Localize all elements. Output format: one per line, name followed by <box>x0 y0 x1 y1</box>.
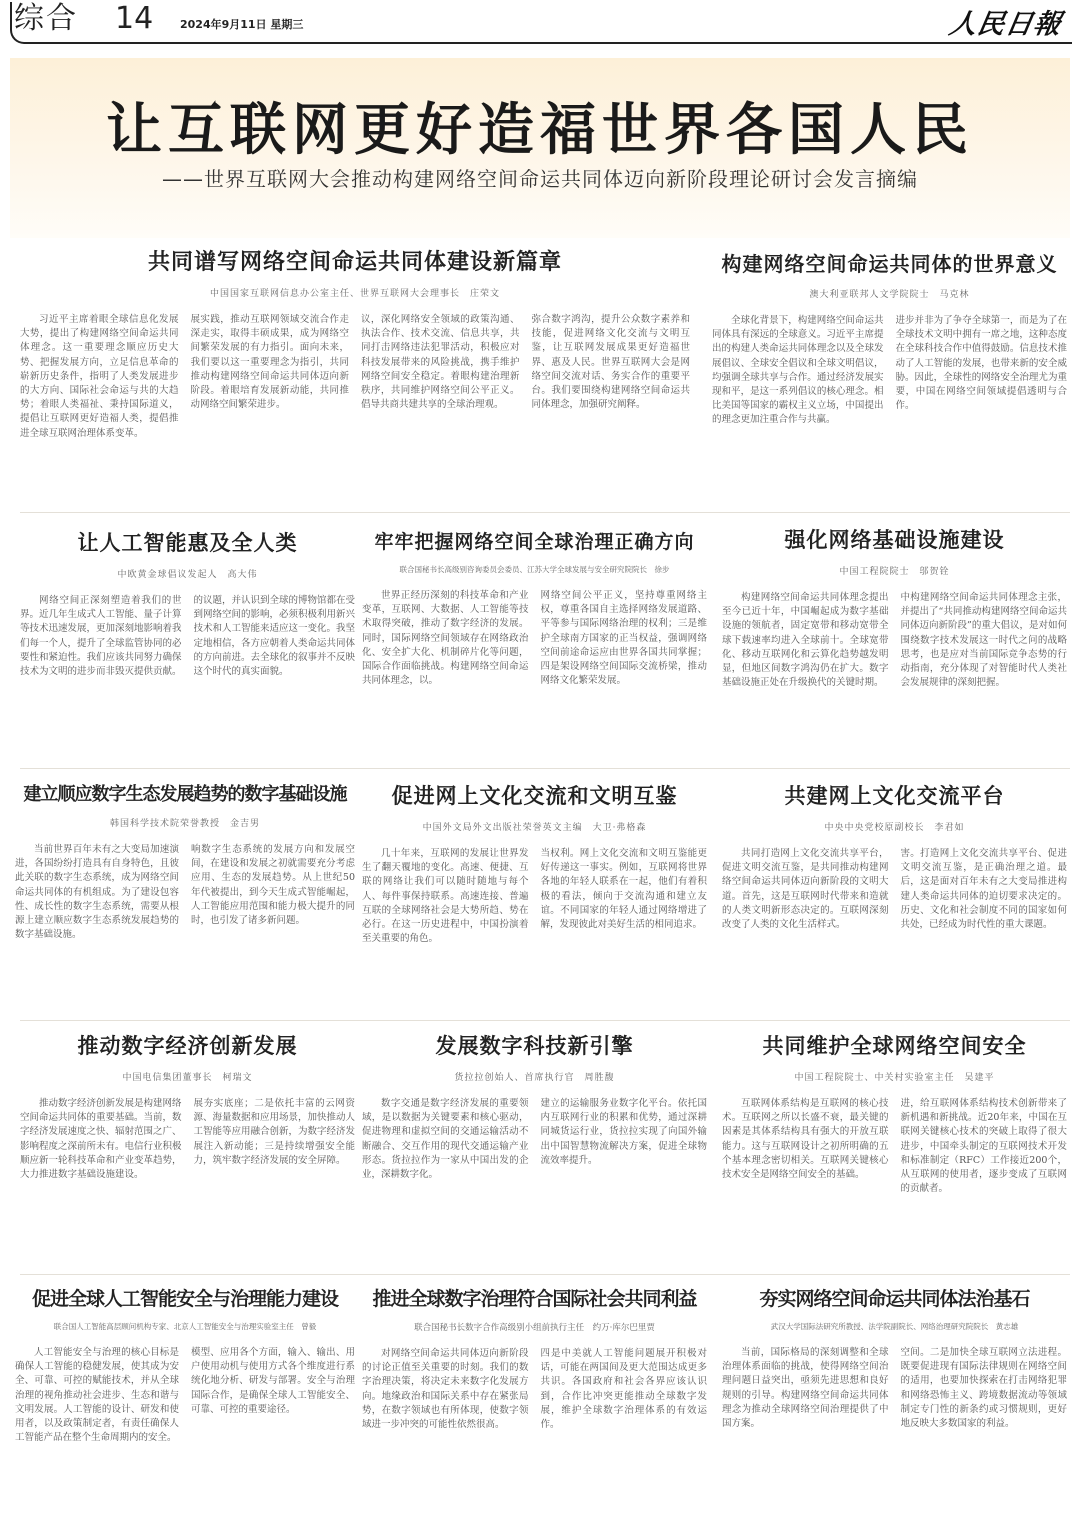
article-byline: 澳大利亚联邦人文学院院士 马克林 <box>809 290 970 300</box>
article-title: 夯实网络空间命运共同体法治基石 <box>759 1288 1030 1310</box>
article-title: 构建网络空间命运共同体的世界意义 <box>721 252 1058 276</box>
article-column: 建立的运输服务业数字化平台。依托国内互联网行业的积累和优势，通过深耕同城货运行业，货拉拉实现了向国外输出中国智慧物流解决方案，促进全球物流效率提升。 <box>540 1098 707 1166</box>
section-frame <box>10 2 1072 44</box>
article-byline: 中央中央党校原副校长 李君如 <box>824 823 965 833</box>
divider <box>20 1020 1070 1021</box>
article-body <box>722 591 1067 776</box>
article-column: 空间。二是加快全球互联网立法进程。既要促进现有国际法律规则在网络空间的适用，也要加快探索在打击网络犯罪和网络恐怖主义、跨境数据流动等领域制定专门性的新条约或习惯规则，更好地反映大多数国家的利益。 <box>900 1347 1067 1430</box>
divider <box>20 512 1070 513</box>
article-title: 推进全球数字治理符合国际社会共同利益 <box>372 1288 697 1310</box>
article-column: 数字交通是数字经济发展的重要领域，是以数据为关键要素和核心驱动，促进物理和虚拟空间的交通运输活动不断融合、交互作用的现代交通运输产业形态。货拉拉作为一家从中国出发的企业，深耕数字化。 <box>362 1098 529 1181</box>
article-body <box>15 843 355 1028</box>
article-column: 世界正经历深刻的科技革命和产业变革，互联网、大数据、人工智能等技术取得突破，推动了数字经济的发展。同时，国际网络空间领域存在网络政治化、安全扩大化、机制碎片化等问题，国际合作面临挑战。构建网络空间命运共同体理念，以。 <box>362 590 529 687</box>
article-column: 四是中美就人工智能问题展开积极对话，可能在两国间及更大范围达成更多共识。各国政府和社会各界应该认识到，合作比冲突更能推动全球数字发展，维护全球数字治理体系的有效运作。 <box>540 1348 707 1431</box>
article-body <box>20 1097 355 1282</box>
article-column: 全球化背景下，构建网络空间命运共同体具有深远的全球意义。习近平主席提出的构建人类命运共同体理念以及全球发展倡议、全球安全倡议和全球文明倡议，均强调全球共享与合作。通过经济发展实现和平，是这一系列倡议的核心理念。相比美国等国家的霸权主义立场，中国提出的理念更加注重合作与共赢。 <box>712 315 884 426</box>
article-title: 强化网络基础设施建设 <box>784 527 1005 552</box>
article-title: 发展数字科技新引擎 <box>435 1033 634 1058</box>
masthead <box>0 0 1080 46</box>
issue-date: 2024年9月11日 星期三 <box>180 18 304 31</box>
article-column: 推动数字经济创新发展是构建网络空间命运共同体的重要基础。当前，数字经济发展速度之快、辐射范围之广、影响程度之深前所未有。电信行业积极顺应新一轮科技革命和产业变革趋势，大力推进数字基础设施建设。 <box>20 1098 182 1181</box>
article-title: 促进网上文化交流和文明互鉴 <box>391 783 678 808</box>
article-body <box>362 847 707 1032</box>
article-title: 促进全球人工智能安全与治理能力建设 <box>31 1288 338 1310</box>
page-number: 14 <box>115 1 154 36</box>
newspaper-logo: 人民日報 <box>946 9 1065 40</box>
article-column: 构建网络空间命运共同体理念提出至今已近十年，中国崛起成为数字基础设施的领航者，固定宽带和移动宽带全球下载速率均进入全球前十。全球宽带化、移动互联网化和云算化趋势越发明显，但地区间数字鸿沟仍在扩大。数字基础设施正处在升级换代的关键时期。 <box>722 592 889 689</box>
article-column: 展实践，推动互联网领域交流合作走深走实，取得丰硕成果，成为网络空间繁荣发展的有力指引。面向未来，我们要以这一重要理念为指引，共同推动构建网络空间命运共同体迈向新阶段。着眼培育发展新动能，共同推动网络空间繁荣进步。 <box>190 314 349 411</box>
article-body <box>712 314 1067 499</box>
article-title: 共同维护全球网络空间安全 <box>762 1033 1027 1058</box>
headline-banner <box>10 58 1070 238</box>
article-body <box>362 1347 707 1527</box>
article-column: 进，给互联网体系结构技术创新带来了新机遇和新挑战。近20年来，中国在互联网关键核心技术的突破上取得了很大进步，中国牵头制定的互联网技术开发和标准制定（RFC）工作接近200个，从互联网的使用者，逐步变成了互联网的贡献者。 <box>900 1098 1067 1195</box>
article-3 <box>20 527 355 767</box>
article-body <box>722 1097 1067 1282</box>
article-2 <box>712 248 1067 503</box>
article-column: 人工智能安全与治理的核心目标是确保人工智能的稳健发展，使其成为安全、可靠、可控的赋能技术，并从全球治理的视角推动社会进步、生态和谐与文明发展。人工智能的设计、研发和使用者，以及政策制定者，有责任确保人工智能产品在整个生命周期内的安全。 <box>15 1347 179 1444</box>
article-14 <box>722 1284 1067 1524</box>
article-title: 建立顺应数字生态发展趋势的数字基础设施 <box>23 784 347 805</box>
article-column: 当前，国际格局的深刻调整和全球治理体系面临的挑战，使得网络空间治理问题日益突出，亟须先进思想和良好规则的引导。构建网络空间命运共同体理念为推动全球网络空间治理提供了中国方案。 <box>722 1347 889 1430</box>
article-body <box>362 589 707 774</box>
page-subheadline: ——世界互联网大会推动构建网络空间命运共同体迈向新阶段理论研讨会发言摘编 <box>162 167 918 191</box>
article-6 <box>15 780 355 1020</box>
article-column: 网络空间公平正义，坚持尊重网络主权，尊重各国自主选择网络发展道路、平等参与国际网络治理的权利；三是维护全球南方国家的正当权益，强调网络空间前途命运应由世界各国共同掌握；四是架设网络空间国际交流桥梁，推动网络文化繁荣发展。 <box>540 590 707 687</box>
article-byline: 中国工程院院士 邬贺铨 <box>839 567 950 577</box>
article-byline: 联合国秘书长数字合作高级别小组前执行主任 约万·库尔巴里贾 <box>414 1323 655 1333</box>
divider <box>20 1274 1070 1275</box>
article-column: 弥合数字鸿沟，提升公众数字素养和技能，促进网络文化交流与文明互鉴，让互联网发展成果更好造福世界、惠及人民。世界互联网大会是网络空间交流对话、务实合作的重要平台。我们要围绕构建网络空间命运共同体理念，加强研究阐释。 <box>531 314 690 411</box>
article-11 <box>722 1030 1067 1270</box>
article-5 <box>722 524 1067 764</box>
article-1 <box>20 245 690 500</box>
article-byline: 中国外文局外文出版社荣誉英文主编 大卫·弗格森 <box>422 823 647 833</box>
article-10 <box>362 1030 707 1270</box>
article-column: 模型、应用各个方面，输入、输出、用户使用动机与使用方式各个维度进行系统化地分析、研发与部署。安全与治理国际合作，是确保全球人工智能安全、可靠、可控的重要途径。 <box>191 1347 355 1415</box>
article-title: 共建网上文化交流平台 <box>784 783 1005 808</box>
article-title: 推动数字经济创新发展 <box>77 1033 298 1058</box>
article-byline: 中国国家互联网信息办公室主任、世界互联网大会理事长 庄荣文 <box>209 289 500 299</box>
article-body <box>15 1346 355 1527</box>
article-column: 议，深化网络安全领域的政策沟通、执法合作、技术交流、信息共享，共同打击网络违法犯罪活动，积极应对科技发展带来的风险挑战，携手维护网络空间安全稳定。着眼构建治理新秩序，共同维护网络空间公平正义。倡导共商共建共享的全球治理观。 <box>361 314 520 411</box>
article-body <box>722 1346 1067 1527</box>
article-title: 让人工智能惠及全人类 <box>77 530 298 555</box>
article-column: 响数字生态系统的发展方向和发展空间，在建设和发展之初就需要充分考虑应用、生态的发展趋势。从上世纪50年代被提出，到今天生成式智能崛起，人工智能应用范围和能力极大提升的同时，也引发了诸多新问题。 <box>191 844 355 927</box>
article-byline: 货拉拉创始人、首席执行官 周胜馥 <box>454 1073 615 1083</box>
article-byline: 中欧黄金球倡议发起人 高大伟 <box>117 570 258 580</box>
article-byline: 中国电信集团董事长 柯瑞文 <box>122 1073 253 1083</box>
article-column: 互联网体系结构是互联网的核心技术。互联网之所以长盛不衰，最关键的因素是其体系结构具有强大的开放互联能力。这与互联网设计之初所明确的五个基本理念密切相关。互联网关键核心技术安全是网络空间安全的基础。 <box>722 1098 889 1181</box>
article-column: 中构建网络空间命运共同体理念主张，并提出了“共同推动构建网络空间命运共同体迈向新阶段”的重大倡议，是对如何围绕数字技术发展这一时代之问的战略思考，也是应对当前国际竞争态势的行动指南，充分体现了对智能时代人类社会发展规律的深刻把握。 <box>900 592 1067 689</box>
article-body <box>362 1097 707 1282</box>
article-12 <box>15 1284 355 1524</box>
article-13 <box>362 1284 707 1524</box>
article-column: 几十年来，互联网的发展让世界发生了翻天覆地的变化。高速、便捷、互联的网络让我们可以随时随地与每个人、每件事保持联系。高速连接、普遍互联的全球网络社会是大势所趋、势在必行。在这一历史进程中，中国扮演着至关重要的角色。 <box>362 848 529 945</box>
article-title: 共同谱写网络空间命运共同体建设新篇章 <box>147 249 562 275</box>
article-body <box>722 847 1067 1032</box>
section-name: 综合 <box>14 1 78 36</box>
article-9 <box>20 1030 355 1270</box>
page-headline: 让互联网更好造福世界各国人民 <box>106 98 974 163</box>
article-byline: 联合国人工智能高层顾问机构专家、北京人工智能安全与治理实验室主任 曾毅 <box>53 1322 317 1331</box>
article-7 <box>362 780 707 1020</box>
divider <box>20 768 1070 769</box>
article-body <box>20 313 690 498</box>
article-column: 对网络空间命运共同体迈向新阶段的讨论正值至关重要的时刻。我们的数字治理决策，将决定未来数字化发展方向。地缘政治和国际关系中存在紧张局势，在数字领域也有所体现，使数字领域进一步冲突的可能性依然很高。 <box>362 1348 529 1431</box>
article-byline: 联合国秘书长高级别咨询委员会委员、江苏大学全球发展与安全研究院院长 徐步 <box>399 565 670 574</box>
article-title: 牢牢把握网络空间全球治理正确方向 <box>374 531 695 553</box>
article-column: 展夯实底座；二是依托丰富的云网资源、海量数据和应用场景，加快推动人工智能等应用融合创新，为数字经济发展注入新动能；三是持续增强安全能力，筑牢数字经济发展的安全屏障。 <box>193 1098 355 1166</box>
article-byline: 韩国科学技术院荣誉教授 金吉男 <box>109 819 260 829</box>
article-column: 当前世界百年未有之大变局加速演进，各国纷纷打造具有自身特色，且彼此关联的数字生态系统，成为网络空间命运共同体的有机组成。为了建设包容性、成长性的数字生态系统，需要从根源上建立顺应数字生态系统发展趋势的数字基础设施。 <box>15 844 179 941</box>
article-8 <box>722 780 1067 1020</box>
article-column: 进步并非为了争夺全球第一，而是为了在全球技术文明中拥有一席之地，这种态度在全球科技合作中值得鼓励。信息技术推动了人工智能的发展，也带来新的安全威胁。因此，全球性的网络安全治理尤为重要，中国在网络空间领域提倡透明与合作。 <box>895 315 1067 412</box>
article-column: 当权利。网上文化交流和文明互鉴能更好传递这一事实。例如，互联网将世界各地的年轻人联系在一起，他们有着积极的看法，倾向于交流沟通和建立友谊。不同国家的年轻人通过网络增进了解，发现彼此对美好生活的相同追求。 <box>540 848 707 931</box>
article-column: 害。打造网上文化交流共享平台、促进文明交流互鉴，是正确治理之道。最后，这是面对百年未有之大变局推进构建人类命运共同体的迫切要求决定的。历史、文化和社会制度不同的国家如何共处，已经成为时代性的重大课题。 <box>900 848 1067 931</box>
article-column: 网络空间正深刻塑造着我们的世界。近几年生成式人工智能、量子计算等技术迅速发展，更加深刻地影响着我们每一个人，提升了全球监管协同的必要性和紧迫性。我们应该共同努力确保技术为文明的进步而非毁灭提供贡献。 <box>20 595 182 678</box>
article-column: 习近平主席着眼全球信息化发展大势，提出了构建网络空间命运共同体理念。这一重要理念顺应历史大势、把握发展方向，立足信息革命的崭新历史条件，指明了人类发展进步的大方向、国际社会命运与共的大趋势；着眼人类福祉、秉持国际道义，提倡让互联网更好造福人类，提倡推进全球互联网治理体系变革。 <box>20 314 179 439</box>
article-column: 的议题，并认识到全球的博物馆都在受到网络空间的影响，必须积极利用新兴技术和人工智能来适应这一变化。我坚定地相信，各方应朝着人类命运共同体的方向前进。去全球化的叙事并不反映这个时代的真实面貌。 <box>193 595 355 678</box>
article-4 <box>362 527 707 767</box>
article-body <box>20 594 355 779</box>
article-column: 共同打造网上文化交流共享平台，促进文明交流互鉴，是共同推动构建网络空间命运共同体迈向新阶段的文明大道。首先，这是互联网时代带来和造就的人类文明新形态决定的。互联网深刻改变了人类的文化生活样式。 <box>722 848 889 931</box>
article-byline: 中国工程院院士、中关村实验室主任 吴建平 <box>794 1073 995 1083</box>
article-byline: 武汉大学国际法研究所教授、法学院副院长、网络治理研究院院长 黄志雄 <box>770 1322 1019 1331</box>
